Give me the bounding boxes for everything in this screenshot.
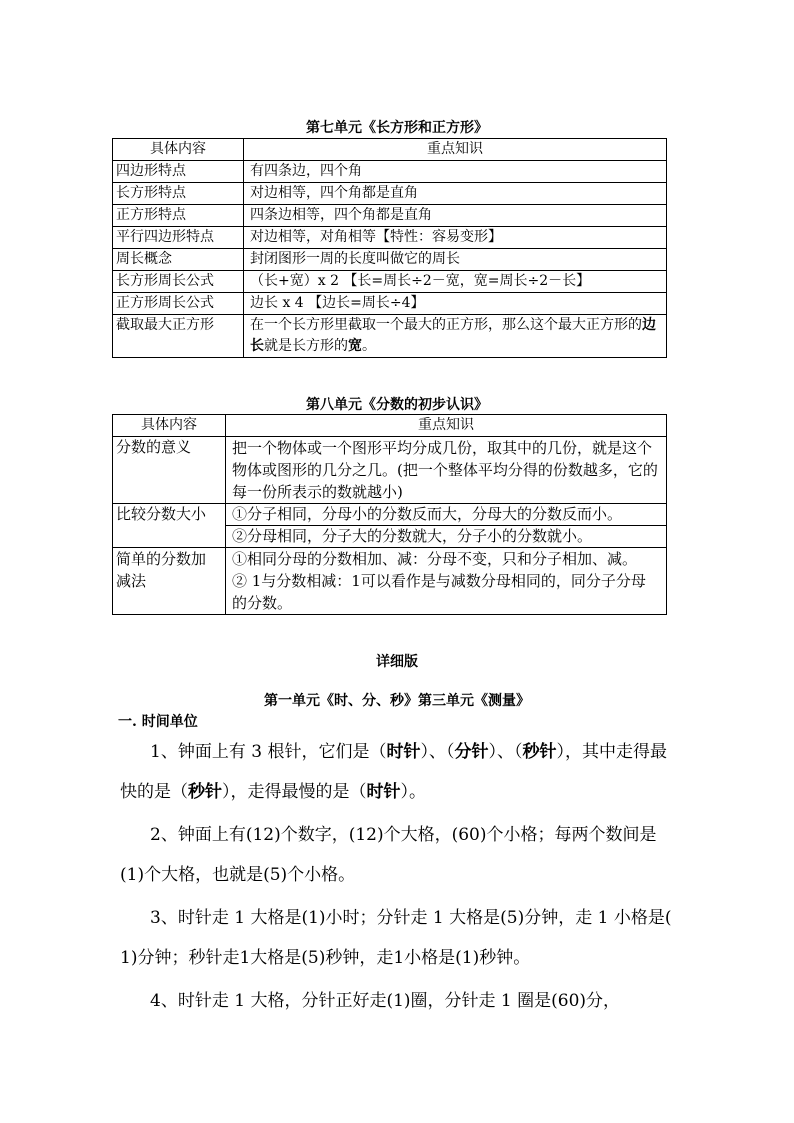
paragraph-text: 3、时针走 1 大格是(1)小时；分针走 1 大格是(5)分钟，走 1 小格是( 1)分钟；秒针走1大格是(5)秒钟，走1小格是(1)秒钟。 [120,908,672,968]
row-content: ①分子相同，分母小的分数反而大，分母大的分数反而小。 [226,504,667,526]
row-content: （长+宽）x 2 【长=周长÷2－宽，宽=周长÷2－长】 [244,271,667,293]
row-content [244,315,667,358]
text-run: ），其中走得最快的是（ [120,742,667,802]
row-topic [113,526,226,548]
row-content [226,548,667,615]
text-bold: 秒针 [522,742,557,762]
text-run: ），走得最慢的是（ [222,782,367,802]
header-topic: 具体内容 [113,415,226,437]
row-content: ②分母相同，分子大的分数就大，分子小的分数就小。 [226,526,667,548]
content-text: 就是长方形的 [264,338,348,354]
text-bold: 时针 [366,782,401,802]
row-topic: 长方形周长公式 [113,271,244,293]
row-content: 把一个物体或一个图形平均分成几份，取其中的几份，就是这个物体或图形的几分之几。(把一个整体平均分得的份数越多，它的每一份所表示的数就越小) [226,437,667,504]
text-bold: 秒针 [188,782,222,802]
unit7-table [112,138,667,358]
row-content: 有四条边，四个角 [244,161,667,183]
row-topic: 简单的分数加减法 [113,548,226,615]
paragraph-text: 4、时针走 1 大格，分针正好走(1)圈，分针走 1 圈是(60)分， [150,991,621,1011]
row-topic: 周长概念 [113,249,244,271]
table-row [113,437,667,504]
content-text: 在一个长方形里截取一个最大的正方形，那么这个最大正方形的 [250,317,642,333]
text-run: ）。 [400,782,426,802]
text-bold: 分针 [454,742,489,762]
content-text: 。 [362,338,376,354]
text-run: ）、（ [488,742,523,762]
row-content: 边长 x 4 【边长=周长÷4】 [244,293,667,315]
table-row [113,249,667,271]
text-bold: 时针 [386,742,421,762]
row-topic: 长方形特点 [113,183,244,205]
paragraph-2 [120,815,680,895]
row-content: 对边相等，四个角都是直角 [244,183,667,205]
unit8-title: 第八单元《分数的初步认识》 [306,397,488,413]
table-header-row [113,139,667,161]
text-run: ）、（ [420,742,455,762]
unit7-title: 第七单元《长方形和正方形》 [306,120,488,136]
table-row [113,504,667,526]
paragraph-3 [120,898,680,978]
content-bold: 边长 [250,317,656,354]
text-run: 1、钟面上有 3 根针，它们是（ [150,742,387,762]
detail-title: 详细版 [376,654,418,670]
row-topic: 截取最大正方形 [113,315,244,358]
table-row [113,271,667,293]
table-header-row [113,415,667,437]
section-heading: 一. 时间单位 [118,714,198,730]
row-content: 对边相等，对角相等【特性：容易变形】 [244,227,667,249]
content-bold: 宽 [348,338,362,354]
header-knowledge: 重点知识 [226,415,667,437]
row-topic: 比较分数大小 [113,504,226,526]
content-line: ①相同分母的分数相加、减：分母不变，只和分子相加、减。 [232,550,638,568]
row-topic: 分数的意义 [113,437,226,504]
table-row [113,227,667,249]
table-row [113,293,667,315]
row-content: 四条边相等，四个角都是直角 [244,205,667,227]
row-topic: 正方形周长公式 [113,293,244,315]
header-knowledge: 重点知识 [244,139,667,161]
unit8-table [112,414,667,615]
table-row [113,526,667,548]
row-topic: 平行四边形特点 [113,227,244,249]
detail-subtitle: 第一单元《时、分、秒》第三单元《测量》 [264,693,530,709]
paragraph-text [120,732,680,812]
table-row [113,183,667,205]
row-content: 封闭图形一周的长度叫做它的周长 [244,249,667,271]
table-row [113,315,667,358]
row-topic: 正方形特点 [113,205,244,227]
paragraph-4 [120,981,680,1021]
paragraph-1 [120,732,680,812]
row-topic: 四边形特点 [113,161,244,183]
table-row [113,205,667,227]
header-topic: 具体内容 [113,139,244,161]
table-row [113,548,667,615]
table-row [113,161,667,183]
content-line: ② 1与分数相减：1可以看作是与减数分母相同的，同分子分母的分数。 [232,572,646,612]
paragraph-text: 2、钟面上有(12)个数字，(12)个大格，(60)个小格；每两个数间是(1)个大格，也就是(5)个小格。 [120,825,657,885]
